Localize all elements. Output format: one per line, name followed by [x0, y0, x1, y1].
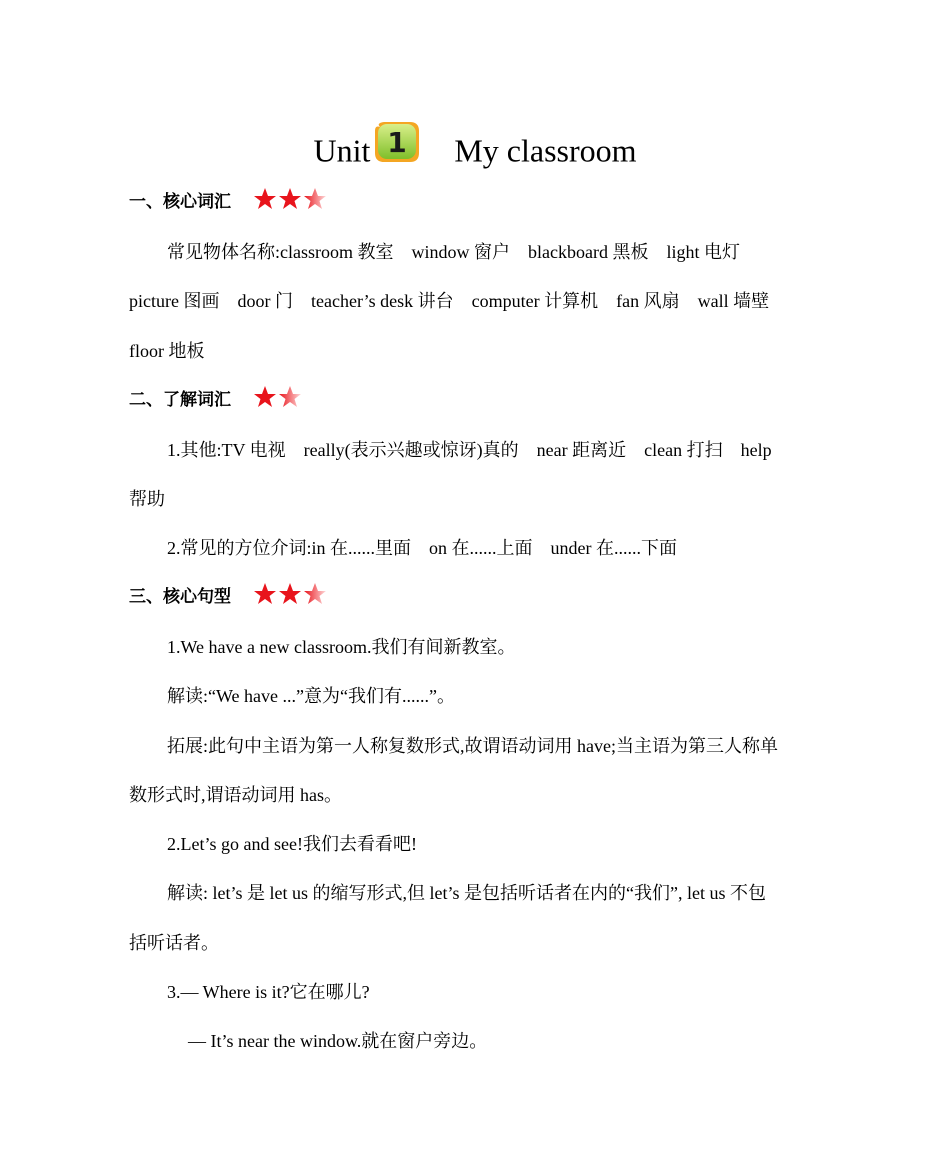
vocab-line-2: picture 图画 door 门 teacher’s desk 讲台 computer 计算机 fan 风扇 wall 墙壁 [129, 291, 770, 311]
understand-line-3: 2.常见的方位介词:in 在......里面 on 在......上面 under 在......下面 [167, 538, 677, 558]
sentence-line-5: 2.Let’s go and see!我们去看看吧! [167, 834, 417, 854]
title-unit-word: Unit [313, 132, 371, 169]
section-heading-core-vocab [129, 190, 331, 214]
sentence-line-7: 括听话者。 [129, 933, 219, 953]
page-title [0, 112, 950, 182]
section-heading-core-sentences [129, 585, 331, 609]
understand-line-1: 1.其他:TV 电视 really(表示兴趣或惊讶)真的 near 距离近 clean 打扫 help [167, 440, 772, 460]
vocab-line-3: floor 地板 [129, 341, 205, 361]
sentence-line-3: 拓展:此句中主语为第一人称复数形式,故谓语动词用 have;当主语为第三人称单 [167, 736, 778, 756]
unit-number-badge-graphic [372, 119, 422, 165]
section-heading-text: 二、了解词汇 [129, 390, 231, 410]
unit-number: 1 [387, 125, 408, 159]
sentence-line-1: 1.We have a new classroom.我们有间新教室。 [167, 637, 516, 657]
understand-line-2: 帮助 [129, 489, 165, 509]
sentence-line-4: 数形式时,谓语动词用 has。 [129, 785, 342, 805]
vocab-line-1: 常见物体名称:classroom 教室 window 窗户 blackboard 黑板 light 电灯 [167, 242, 740, 262]
title-name: My classroom [454, 132, 637, 169]
sentence-line-2: 解读:“We have ...”意为“我们有......”。 [167, 686, 455, 706]
sentence-line-9: — It’s near the window.就在窗户旁边。 [188, 1031, 488, 1051]
sentence-line-6: 解读: let’s 是 let us 的缩写形式,但 let’s 是包括听话者在内的“我们”, let us 不包 [167, 883, 766, 903]
section-heading-text: 一、核心词汇 [129, 192, 231, 212]
section-heading-understand-vocab [129, 388, 305, 412]
rating-stars-icon [253, 582, 331, 606]
unit-number-badge [372, 119, 422, 165]
section-heading-text: 三、核心句型 [129, 587, 231, 607]
rating-stars-icon [253, 187, 331, 211]
rating-stars-icon [253, 385, 305, 409]
sentence-line-8: 3.— Where is it?它在哪儿? [167, 982, 370, 1002]
